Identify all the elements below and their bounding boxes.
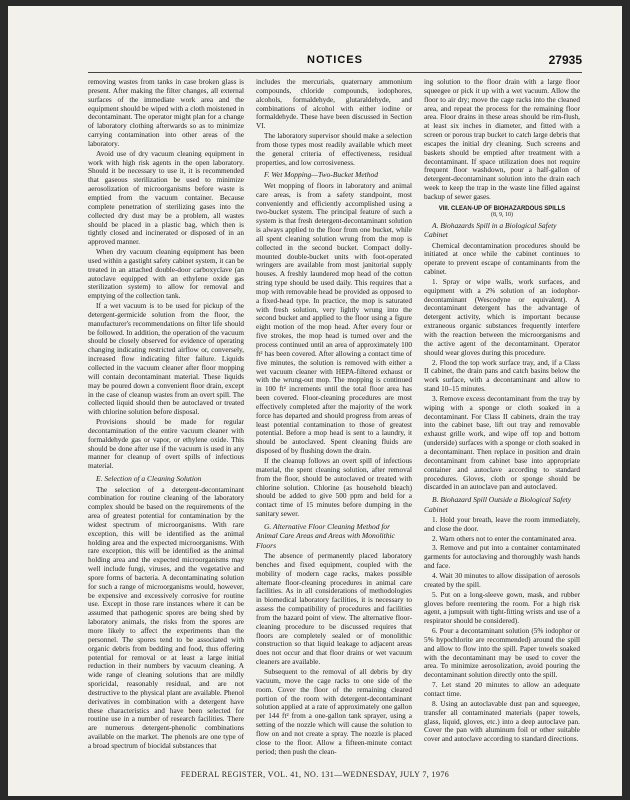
text-columns bbox=[88, 78, 580, 764]
section-heading-viii-refs: (8, 9, 10) bbox=[491, 211, 513, 218]
section-heading-g: G. Alternative Floor Cleaning Method for Animal Care Areas and Areas with Monolithic Floors bbox=[256, 521, 395, 550]
page-footer: FEDERAL REGISTER, VOL. 41, NO. 131—WEDNESDAY, JULY 7, 1976 bbox=[180, 770, 450, 779]
paragraph: 6. Pour a decontaminant solution (5% iodophor or 5% hypochlorite are recommended) around the spill and allow to flow into the spill. Paper towels soaked with the decontaminant may be used to cover the area. To minimize aerosolization, avoid pouring the decontaminant solution directly onto the spill. bbox=[424, 627, 580, 680]
paragraph: 2. Warn others not to enter the contaminated area. bbox=[432, 534, 577, 543]
paragraph: 1. Hold your breath, leave the room immediately, and close the door. bbox=[424, 515, 580, 533]
column-2 bbox=[256, 78, 412, 764]
paragraph: 3. Remove and put into a container contaminated garments for autoclaving and thoroughly wash hands and face. bbox=[424, 544, 580, 571]
section-heading-b: B. Biohazard Spill Outside a Biological Safety Cabinet bbox=[424, 495, 572, 514]
paragraph: When dry vacuum cleaning equipment has been used within a gastight safety cabinet system, it can be treated in an attached double-door carboxyclave (an autoclave equipped with an ethylene oxide gas sterilization system) to allow for removal and emptying of the collection tank. bbox=[88, 248, 244, 301]
page-number: 27935 bbox=[548, 53, 582, 67]
paragraph: Wet mopping of floors in laboratory and animal care areas, is from a safety standpoint, most conveniently and efficiently accomplished using a two-bucket system. The principal feature of such a system is that fresh detergent-decontaminant solution is always applied to the floor from one bucket, while all spent cleaning solution wrung from the mop is collected in the second bucket. Compact dolly-mounted double-bucket units with foot-operated wringers are available from most janitorial supply houses. A freshly laundered mop head of the cotton string type should be used daily. This requires that a mop with removable head be provided as opposed to a fixed-head type. In practice, the mop is saturated with fresh solution, very lightly wrung into the second bucket and applied to the floor using a figure eight motion of the mop head. After every four or five strokes, the mop head is turned over and the process continued until an area of approximately 100 ft² has been covered. After allowing a contact time of five minutes, the solution is removed with either a wet vacuum cleaner with HEPA-filtered exhaust or with the wrung-out mop. The mopping is continued in 100 ft² increments until the total floor area has been covered. Floor-cleaning procedures are most effectively completed after the majority of the work force has departed and should progress from areas of least potential contamination to those of greatest potential. Before a mop head is sent to a laundry, it should be autoclaved. Spent cleaning fluids are disposed of by flushing down the drain. bbox=[256, 181, 412, 456]
paragraph: includes the mercurials, quaternary ammonium compounds, chloride compounds, iodophores, alcohols, formaldehyde, glutaraldehyde, and combinations of alcohol with either iodine or formaldehyde. These have been discussed in Section VI. bbox=[256, 78, 412, 131]
paragraph: 1. Spray or wipe walls, work surfaces, and equipment with a 2% solution of an iodophor-decontaminant (Wescodyne or equivalent). A decontaminant detergent has the advantage of detergent activity, which is important because extraneous organic substances frequently interfere with the reaction between the microorganisms and the active agent of the decontaminant. Operator should wear gloves during this procedure. bbox=[424, 277, 580, 357]
column-1 bbox=[88, 78, 244, 764]
paragraph: 2. Flood the top work surface tray, and, if a Class II cabinet, the drain pans and catch basins below the work surface, with a decontaminant and allow to stand 10–15 minutes. bbox=[424, 358, 580, 394]
paragraph: The absence of permanently placed laboratory benches and fixed equipment, coupled with the mobility of modern cage racks, makes possible alternate floor-cleaning procedures in animal care facilities. As in all considerations of methodologies in biomedical laboratory facilities, it is necessary to assess the compatibility of procedures and facilities from the hazard point of view. The alternative floor-cleaning procedure to be discussed requires that floors are completely sealed or of monolithic construction so that liquid leakage to adjacent areas does not occur and that floor drains or wet vacuum cleaners are available. bbox=[256, 552, 412, 667]
paragraph: 7. Let stand 20 minutes to allow an adequate contact time. bbox=[424, 681, 580, 698]
paragraph: Subsequent to the removal of all debris by dry vacuum, move the cage racks to one side of the room. Cover the floor of the remaining cleared portion of the room with detergent-decontaminant solution applied at a rate of approximately one gallon per 144 ft² from a one-gallon tank sprayer, using a setting of the nozzle which will cause the solution to flow on and not create a spray. The nozzle is placed close to the floor. Allow a fifteen-minute contact period; then push the clean- bbox=[256, 667, 412, 756]
document-page bbox=[8, 6, 622, 796]
paragraph: The selection of a detergent-decontaminant combination for routine cleaning of the laboratory complex should be based on the requirements of the area of greatest potential for contamination by the widest spectrum of microorganisms. With rare exception, this will be identified as the animal holding area and the expected microorganisms. With rare exception, this will be identified as the animal holding area and the expected microorganisms may well include fungi, viruses, and the vegetative and spore forms of bacteria. A decontaminating solution for such a range of microorganisms would, however, be expensive and excessively corrosive for routine use. Except in those rare instances where it can be assumed that pathogenic spores are being shed by laboratory animals, the risks from the spores are more likely to affect the experiments than the personnel. The spores tend to be associated with organic debris from bedding and food, thus offering potential for removal or at least a large initial reduction in their numbers by vacuum cleaning. A wide range of cleaning solutions that are mildly sporicidal, reasonably residual, and are not destructive to the physical plant are available. Phenol derivatives in combination with a detergent have these characteristics and have been selected for routine use in a number of research facilities. There are numerous detergent-phenolic combinations available on the market. The phenols are one type of a broad spectrum of biocidal substances that bbox=[88, 485, 244, 750]
section-heading-e: E. Selection of a Cleaning Solution bbox=[96, 474, 202, 484]
paragraph: If a wet vacuum is to be used for pickup of the detergent-germicide solution from the floor, the manufacturer's recommendations on filter life should be followed. In addition, the operation of the vacuum should be closely observed for evidence of operating changing indicating restricted airflow or, conversely, increased flow indicating filter failure. Liquids collected in the vacuum cleaner after floor mopping will contain decontaminant material. These liquids may be poured down a convenient floor drain, except in the case of cleanup wastes from an overt spill. The collected liquid should then be autoclaved or treated with chlorine solution before disposal. bbox=[88, 302, 244, 417]
paragraph: If the cleanup follows an overt spill of infectious material, the spent cleaning solution, after removal from the floor, should be autoclaved or treated with chlorine solution. Chlorine (as household bleach) should be added to give 500 ppm and held for a contact time of 15 minutes before dumping in the sanitary sewer. bbox=[256, 456, 412, 519]
section-heading-f: F. Wet Mopping—Two-Bucket Method bbox=[264, 170, 379, 180]
paragraph: Provisions should be made for regular decontamination of the entire vacuum cleaner with formaldehyde gas or vapor, or ethylene oxide. This should be done after use if the vacuum is used in any manner for cleanup of overt spills of infectious material. bbox=[88, 418, 244, 471]
section-label: NOTICES bbox=[307, 54, 363, 66]
section-heading-a: A. Biohazards Spill in a Biological Safety Cabinet bbox=[424, 220, 557, 240]
paragraph: Avoid use of dry vacuum cleaning equipment in work with high risk agents in the open laboratory. Should it be necessary to use it, it is recommended that gaseous sterilization be used to minimize aerosolization of microorganisms before waste is emptied from the vacuum container. Because complete penetration of sterilizing gases into the collected dry dust may be a problem, all wastes should be placed in a plastic bag, which then is tightly closed and incinerated or disposed of in an approved manner. bbox=[88, 149, 244, 247]
page-header bbox=[88, 52, 582, 73]
paragraph: Chemical decontamination procedures should be initiated at once while the cabinet continues to operate to prevent escape of contaminants from the cabinet. bbox=[424, 241, 580, 277]
paragraph: 8. Using an autoclavable dust pan and squeegee, transfer all contaminated materials (paper towels, glass, liquid, gloves, etc.) into a deep autoclave pan. Cover the pan with aluminum foil or other suitable cover and autoclave according to standard directions. bbox=[424, 699, 580, 744]
paragraph: ing solution to the floor drain with a large floor squeegee or pick it up with a wet vacuum. Allow the floor to air dry; move the cage racks into the cleaned area, and repeat the process for the remaining floor area. Floor drains in these areas should be rim-flush, at least six inches in diameter, and fitted with a screen or porous trap bucket to catch large debris that escapes the initial dry cleaning. Such screens and baskets should be emptied after treatment with a decontaminant. If space utilization does not require frequent floor washdown, pour a half-gallon of detergent-decontaminant solution into the drain each week to keep the trap in the waste line filled against backup of sewer gases. bbox=[424, 78, 580, 201]
section-heading-viii: VIII. CLEAN-UP OF BIOHAZARDOUS SPILLS bbox=[438, 205, 566, 212]
paragraph: removing wastes from tanks in case broken glass is present. After making the filter changes, all external surfaces of the immediate work area and the equipment should be wiped with a cloth moistened in decontaminant. The operator might plan for a change of laboratory clothing afterwards so as to minimize carrying contamination into other areas of the laboratory. bbox=[88, 78, 244, 148]
paragraph: 4. Wait 30 minutes to allow dissipation of aerosols created by the spill. bbox=[424, 572, 580, 589]
paragraph: 3. Remove excess decontaminant from the tray by wiping with a sponge or cloth soaked in a decontaminant. For Class II cabinets, drain the tray into the cabinet base, lift out tray and removable exhaust grille work, and wipe off top and bottom (underside) surfaces with a sponge or cloth soaked in a decontaminant. Then replace in position and drain decontaminant from cabinet base into appropriate container and autoclave according to standard procedures. Gloves, cloth or sponge should be discarded in an autoclave pan and autoclaved. bbox=[424, 394, 580, 492]
column-3 bbox=[424, 78, 580, 764]
paragraph: 5. Put on a long-sleeve gown, mask, and rubber gloves before reentering the room. For a high risk agent, a jumpsuit with tight-fitting wrists and use of a respirator should be considered). bbox=[424, 590, 580, 626]
paragraph: The laboratory supervisor should make a selection from those types most readily available which meet the general criteria of effectiveness, residual properties, and low corrosiveness. bbox=[256, 132, 412, 167]
